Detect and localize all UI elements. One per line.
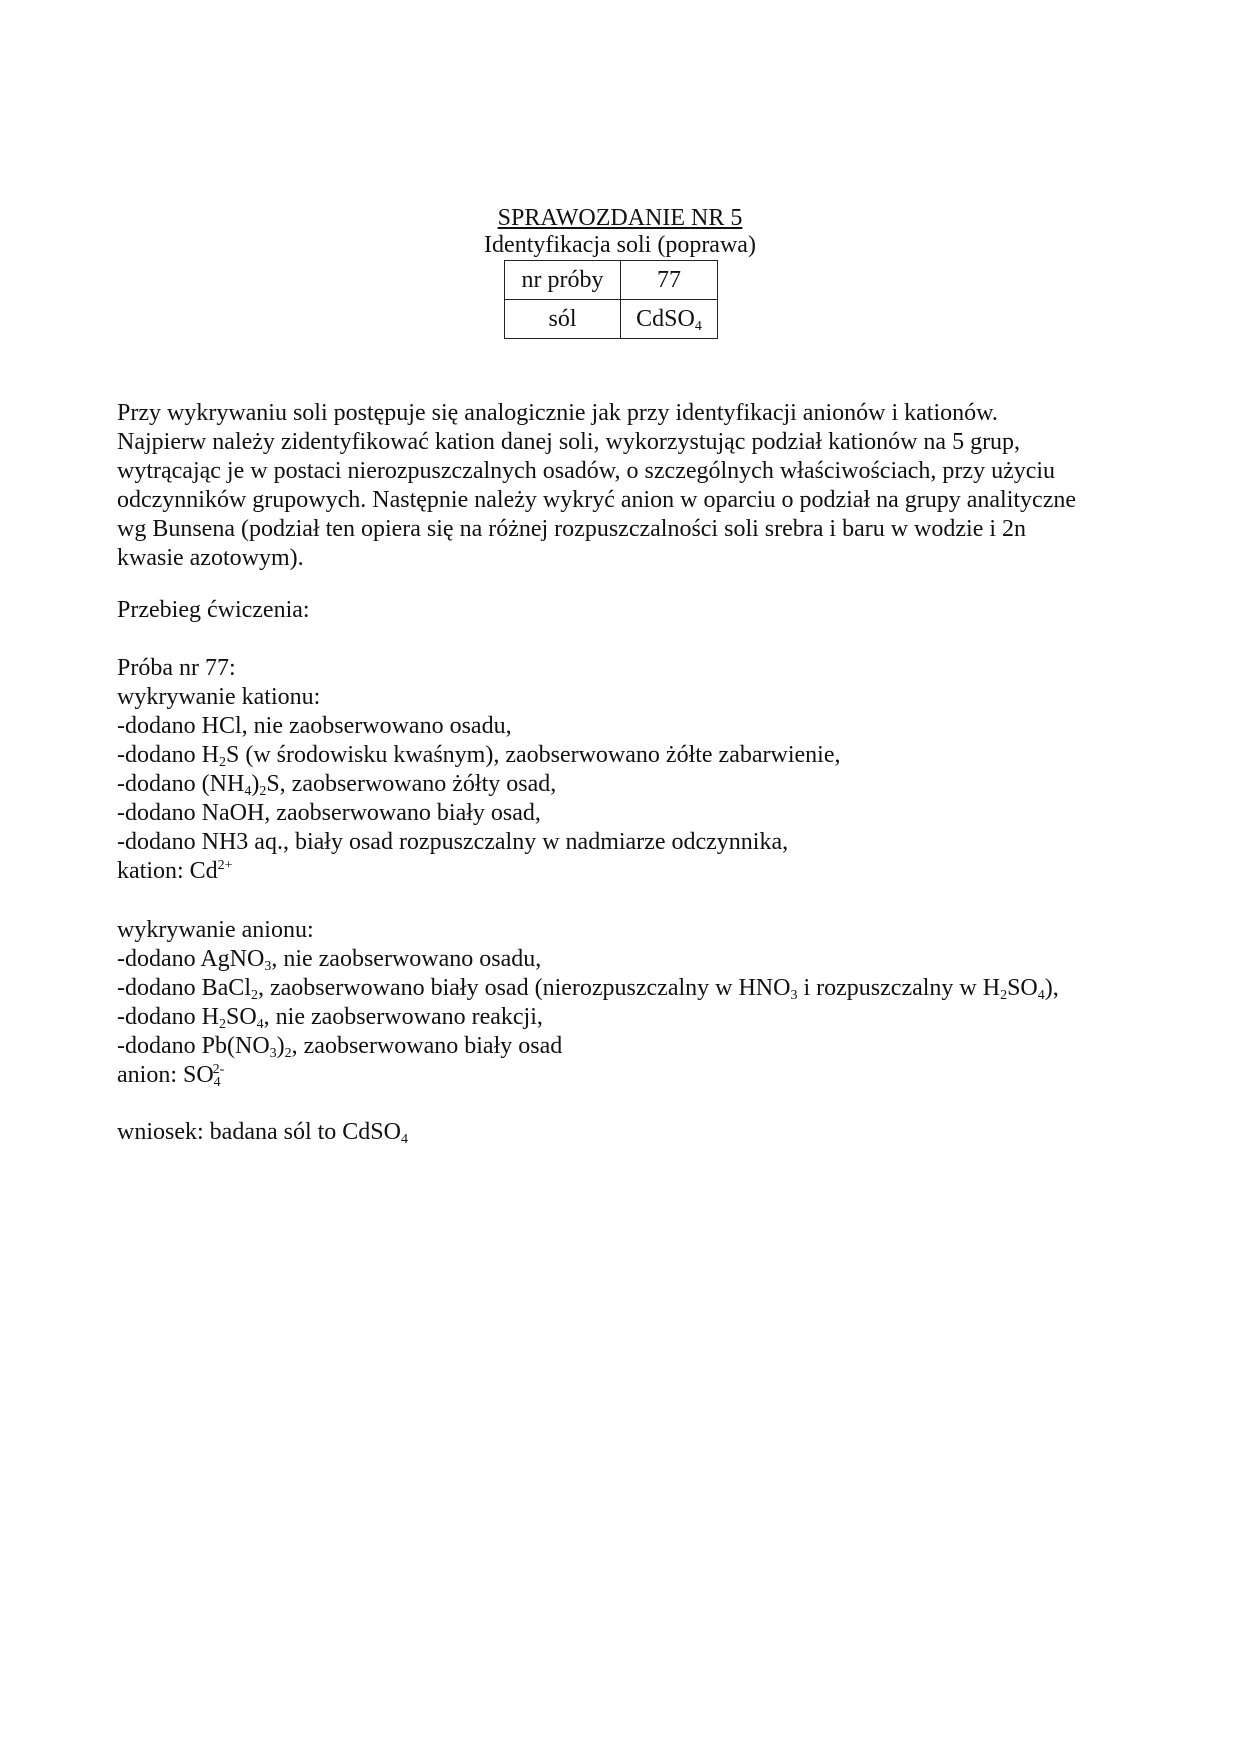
table-row (505, 300, 718, 339)
document-header (0, 203, 1240, 259)
intro-line: wytrącając je w postaci nierozpuszczalnych osadów, o szczególnych właściwościach, przy użyciu (117, 458, 1056, 484)
sample-label: Próba nr 77: (117, 655, 236, 681)
intro-line: wg Bunsena (podział ten opiera się na różnej rozpuszczalności soli srebra i baru w wodzie i 2n (117, 516, 1027, 542)
cation-step: -dodano NH3 aq., biały osad rozpuszczalny w nadmiarze odczynnika, (117, 829, 789, 855)
sample-number-value: 77 (621, 261, 718, 300)
intro-paragraph (117, 399, 1137, 573)
cation-step: -dodano HCl, nie zaobserwowano osadu, (117, 713, 512, 739)
anion-heading: wykrywanie anionu: (117, 917, 314, 943)
cation-step: -dodano $(NH_4)_2S$, zaobserwowano żółty osad, (117, 771, 557, 799)
intro-line: Przy wykrywaniu soli postępuje się analogicznie jak przy identyfikacji anionów i kationów. (117, 400, 998, 426)
cation-heading: wykrywanie kationu: (117, 684, 321, 710)
cation-step: -dodano NaOH, zaobserwowano biały osad, (117, 800, 541, 826)
anion-step: -dodano BaCl$_2$, zaobserwowano biały osad (nierozpuszczalny w $HNO_3$ i rozpuszczalny w $H_2SO_4$), (117, 975, 1059, 1003)
intro-line: Najpierw należy zidentyfikować kation danej soli, wykorzystując podział kationów na 5 grup, (117, 429, 1021, 455)
anion-result: anion: $SO_4^{2-}$ (117, 1062, 225, 1090)
sample-info-table (504, 260, 718, 339)
report-subtitle: Identyfikacja soli (poprawa) (484, 232, 756, 258)
table-row (505, 261, 718, 300)
anion-step: -dodano AgNO$_3$, nie zaobserwowano osadu, (117, 946, 542, 974)
salt-value: CdSO$_4$ (621, 300, 718, 339)
anion-section (117, 916, 1137, 1090)
conclusion-section (117, 1118, 1137, 1147)
anion-step: -dodano $Pb(NO_3)_2$, zaobserwowano biały osad (117, 1033, 563, 1061)
procedure-heading: Przebieg ćwiczenia: (117, 597, 310, 623)
anion-step: -dodano $H_2SO_4$, nie zaobserwowano reakcji, (117, 1004, 543, 1032)
intro-line: kwasie azotowym). (117, 545, 304, 571)
cation-result: kation: $Cd^{2+}$ (117, 858, 233, 884)
cation-section (117, 654, 1137, 886)
cation-step: -dodano $H_2S$ (w środowisku kwaśnym), zaobserwowano żółte zabarwienie, (117, 742, 841, 770)
report-title: SPRAWOZDANIE NR 5 (497, 205, 743, 231)
salt-label: sól (505, 300, 621, 339)
conclusion: wniosek: badana sól to CdSO$_4$ (117, 1119, 408, 1147)
sample-number-label: nr próby (505, 261, 621, 300)
intro-line: odczynników grupowych. Następnie należy wykryć anion w oparciu o podział na grupy analityczne (117, 487, 1077, 513)
procedure-heading-block (117, 596, 1137, 625)
